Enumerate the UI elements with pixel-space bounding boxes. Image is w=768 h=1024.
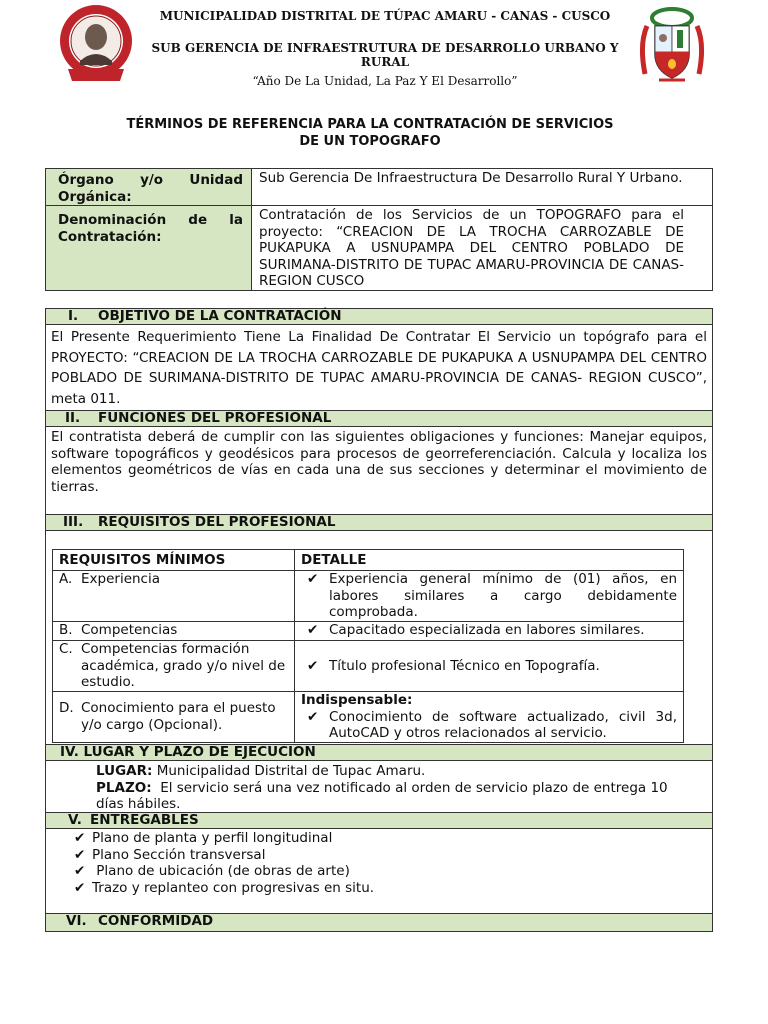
section-3-title: REQUISITOS DEL PROFESIONAL — [98, 514, 336, 530]
deliverable-item — [46, 847, 706, 864]
requirement-d-text: Conocimiento para el puesto y/o cargo (Opcional). — [81, 700, 276, 733]
check-icon: ✔ — [74, 863, 86, 879]
section-4-header — [46, 744, 712, 761]
deliverable-text: Plano Sección transversal — [92, 846, 266, 863]
lugar-label: LUGAR: — [96, 763, 153, 779]
section-2-title: FUNCIONES DEL PROFESIONAL — [98, 410, 332, 426]
section-3-header — [46, 514, 712, 531]
requirement-c-text: Competencias formación académica, grado y/o nivel de estudio. — [81, 641, 286, 690]
section-1-body: El Presente Requerimiento Tiene La Finalidad De Contratar El Servicio un topógrafo para el PROYECTO: “CREACION DE LA TROCHA CARROZABLE DE PUKAPUKA A USNUPAMPA DEL CENTRO POBLADO DE SURIMANA-DISTRITO DE TUPAC AMARU-PROVINCIA DE CANAS- REGION CUSCO”, meta 011. — [51, 329, 707, 407]
requirement-b-letter: B. — [59, 622, 73, 638]
check-icon: ✔ — [74, 846, 86, 863]
requirement-row-d — [53, 692, 684, 743]
municipality-seal-logo — [58, 3, 134, 89]
lugar-line — [96, 763, 696, 780]
section-6-number: VI. — [66, 913, 87, 929]
detail-a-text: Experiencia general mínimo de (01) años, en labores similares a cargo debidamente comprobada. — [329, 571, 677, 620]
year-motto: “Año De La Unidad, La Paz Y El Desarrollo” — [252, 74, 518, 88]
requirement-a-letter: A. — [59, 571, 73, 587]
section-6-title: CONFORMIDAD — [98, 913, 214, 929]
check-icon: ✔ — [307, 571, 319, 587]
requirement-b-text: Competencias — [81, 622, 178, 638]
detail-col-header: DETALLE — [295, 550, 684, 571]
section-5-number: V. — [68, 812, 82, 828]
denominacion-label — [46, 206, 252, 291]
organo-label-line-1: Órgano y/o Unidad — [58, 172, 243, 188]
peru-coat-of-arms-logo — [637, 4, 707, 90]
organo-label-line-2: Orgánica: — [58, 188, 132, 205]
section-2-number: II. — [65, 410, 81, 426]
denominacion-value: Contratación de los Servicios de un TOPOGRAFO para el proyecto: “CREACION DE LA TROCHA CARROZABLE DE PUKAPUKA A USNUPAMPA DEL CENTRO POBLADO DE SURIMANA-DISTRITO DE TUPAC AMARU-PROVINCIA DE CANAS- REGION CUSCO — [252, 206, 713, 291]
section-1-number: I. — [68, 308, 79, 324]
requirement-row-a — [53, 571, 684, 622]
detail-a — [295, 571, 683, 621]
plazo-line — [96, 780, 696, 813]
section-2-body: El contratista deberá de cumplir con las siguientes obligaciones y funciones: Manejar equipos, software topográficos y geodésicos para procesos de georreferenciación. Calcula y localiza los elementos geométricos de vías en cada una de sus secciones y determinar el movimiento de tierras. — [51, 429, 707, 495]
deliverable-item — [46, 880, 706, 897]
detail-b-text: Capacitado especializada en labores similares. — [329, 622, 645, 638]
section-2-header — [46, 410, 712, 427]
section-6-header — [46, 913, 712, 932]
title-line-1: TÉRMINOS DE REFERENCIA PARA LA CONTRATACIÓN DE SERVICIOS — [126, 117, 614, 132]
check-icon: ✔ — [307, 708, 319, 725]
section-1-title: OBJETIVO DE LA CONTRATACIÓN — [98, 308, 342, 324]
sub-management-name: SUB GERENCIA DE INFRAESTRUTURA DE DESARROLLO URBANO Y RURAL — [151, 41, 619, 69]
document-title — [90, 116, 650, 150]
requirement-c-letter: C. — [59, 641, 73, 657]
contract-info-table — [45, 168, 713, 291]
detail-d — [295, 709, 683, 742]
deliverable-text: Plano de planta y perfil longitudinal — [92, 830, 333, 846]
section-5-header — [46, 812, 712, 829]
section-4-title: IV. LUGAR Y PLAZO DE EJECUCION — [60, 744, 316, 760]
deliverable-item — [46, 830, 706, 847]
plazo-value: El servicio será una vez notificado al orden de servicio plazo de entrega 10 días hábiles. — [96, 779, 672, 812]
deliverable-text: Plano de ubicación (de obras de arte) — [92, 863, 350, 879]
detail-d-text: Conocimiento de software actualizado, civil 3d, AutoCAD y otros relacionados al servicio. — [329, 708, 677, 741]
title-line-2: DE UN TOPOGRAFO — [299, 134, 441, 149]
deliverables-list — [46, 830, 706, 896]
check-icon: ✔ — [74, 830, 86, 846]
requirement-a-text: Experiencia — [81, 571, 161, 587]
denominacion-label-line-1: Denominación de la — [58, 212, 243, 228]
requirement-c — [53, 641, 294, 691]
check-icon: ✔ — [74, 879, 86, 896]
document-header — [0, 0, 768, 100]
section-3-number: III. — [63, 514, 84, 530]
organo-row — [46, 169, 713, 206]
check-icon: ✔ — [307, 657, 319, 674]
requirement-row-b — [53, 622, 684, 641]
requirements-header-row — [53, 550, 684, 571]
denominacion-row — [46, 206, 713, 291]
detail-b — [295, 622, 683, 639]
detail-d-heading: Indispensable: — [301, 692, 413, 708]
requirements-table — [52, 549, 684, 743]
requirement-d-letter: D. — [59, 700, 74, 717]
requirements-col-header: REQUISITOS MÍNIMOS — [53, 550, 295, 571]
organo-value: Sub Gerencia De Infraestructura De Desarrollo Rural Y Urbano. — [252, 169, 713, 206]
denominacion-label-line-2: Contratación: — [58, 228, 162, 245]
deliverable-item — [46, 863, 706, 880]
requirement-row-c — [53, 641, 684, 692]
plazo-label: PLAZO: — [96, 779, 152, 796]
requirement-d — [53, 700, 294, 733]
lugar-value: Municipalidad Distrital de Tupac Amaru. — [152, 763, 426, 779]
detail-c — [295, 658, 683, 675]
section-4-body — [96, 763, 696, 813]
requirement-a — [53, 571, 294, 588]
requirement-b — [53, 622, 294, 639]
section-5-title: ENTREGABLES — [90, 812, 199, 828]
section-1-header — [46, 308, 712, 325]
sections-container — [45, 308, 713, 932]
organo-label — [46, 169, 252, 206]
check-icon: ✔ — [307, 622, 319, 638]
municipality-name: MUNICIPALIDAD DISTRITAL DE TÚPAC AMARU - CANAS - CUSCO — [159, 9, 611, 23]
deliverable-text: Trazo y replanteo con progresivas en situ. — [92, 879, 375, 896]
detail-c-text: Título profesional Técnico en Topografía. — [329, 657, 600, 674]
